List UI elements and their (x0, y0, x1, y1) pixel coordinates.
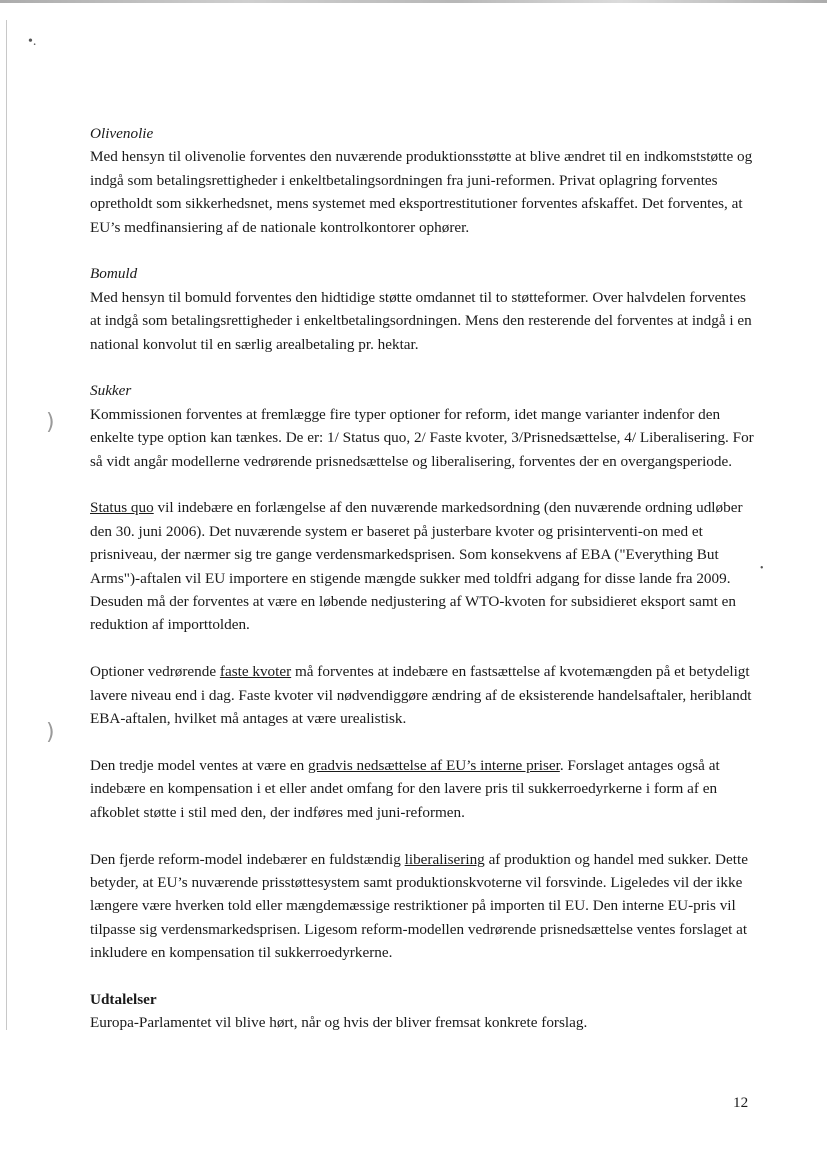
page-number: 12 (733, 1094, 749, 1111)
scan-mark-right-dot: • (760, 563, 764, 574)
paragraph-text: Optioner vedrørende (90, 663, 220, 681)
underlined-term: gradvis nedsættelse af EU’s interne priser (308, 756, 560, 774)
section-paragraph: Med hensyn til bomuld forventes den hidtidige støtte omdannet til to støtteformer. Over halvdelen forventes at indgå som betalingsrettigheder i enkeltbetalingsordningen. Mens den resterende del forventes at indgå i en national konvolut til en særlig arealbetaling pr. hektar. (90, 288, 752, 353)
section-heading: Bomuld (90, 265, 138, 283)
paragraph-text: må forventes at indebære en fastsættelse af kvotemængden på et betydeligt lavere niveau end i dag. Faste kvoter vil nødvendiggøre ændring af de eksisterende handelsaftaler, heriblandt EBA-aftalen, hvilket må antages at være urealistisk. (90, 663, 752, 728)
underlined-term: liberalisering (404, 850, 485, 868)
section-olivenolie (90, 122, 755, 239)
paragraph-liberalisering (90, 848, 755, 965)
document-body (90, 122, 755, 1058)
paragraph-faste-kvoter (90, 660, 755, 730)
paragraph-text: af produktion og handel med sukker. Dette betyder, at EU’s nuværende prisstøttesystem samt produktionskvoterne vil forsvinde. Ligeledes vil der ikke længere være hverken told eller mængdemæssige restriktioner på importen til EU. Den interne EU-pris vil tilpasse sig verdensmarkedsprisen. Ligesom reform-modellen vedrørende prisnedsættelse ventes forslaget at inkludere en kompensation til sukkerroedyrkerne. (90, 850, 748, 962)
paragraph-text: Den fjerde reform-model indebærer en fuldstændig (90, 850, 405, 868)
scan-mark-left-lower: ) (46, 720, 55, 745)
section-heading: Sukker (90, 382, 132, 400)
section-paragraph: Med hensyn til olivenolie forventes den nuværende produktionsstøtte at blive ændret til en indkomststøtte og indgå som betalingsrettigheder i enkeltbetalingsordningen fra juni-reformen. Privat oplagring forventes opretholdt som sikkerhedsnet, mens systemet med eksportrestitutioner forventes afskaffet. Det forventes, at EU’s medfinansiering af de nationale kontrolkontorer ophører. (90, 148, 753, 236)
section-heading: Udtalelser (90, 990, 157, 1008)
section-udtalelser (90, 988, 755, 1035)
section-paragraph: Europa-Parlamentet vil blive hørt, når og hvis der bliver fremsat konkrete forslag. (90, 1014, 588, 1032)
section-paragraph: Kommissionen forventes at fremlægge fire typer optioner for reform, idet mange varianter indenfor den enkelte type option kan tænkes. De er: 1/ Status quo, 2/ Faste kvoter, 3/Prisnedsættelse, 4/ Liberalisering. For så vidt angår modellerne vedrørende prisnedsættelse og liberalisering, forventes der en overgangsperiode. (90, 405, 754, 470)
scan-top-edge (0, 0, 827, 3)
paragraph-text: . Forslaget antages også at indebære en kompensation i et eller andet omfang for den lavere pris til sukkerroedyrkerne i form af en afkoblet støtte i stil med den, der indføres med juni-reformen. (90, 756, 720, 821)
scan-mark-left-middle: ) (46, 410, 55, 435)
paragraph-text: Den tredje model ventes at være en (90, 756, 309, 774)
paragraph-prisnedsaettelse (90, 754, 755, 824)
paragraph-status-quo (90, 496, 755, 636)
section-bomuld (90, 262, 755, 356)
scan-left-edge (6, 20, 7, 1030)
paragraph-text: vil indebære en forlængelse af den nuværende markedsordning (den nuværende ordning udløber den 30. juni 2006). Det nuværende system er baseret på justerbare kvoter og prisinterventi-on med et prisniveau, der nærmer sig tre gange verdensmarkedsprisen. Som konsekvens af EBA ("Everything But Arms")-aftalen vil EU importere en stigende mængde sukker med toldfri adgang for disse lande fra 2009. Desuden må der forventes at være en løbende nedjustering af WTO-kvoten for subsidieret eksport samt en reduktion af importtolden. (90, 499, 743, 634)
scan-mark-top-left: •. (28, 34, 37, 49)
section-heading: Olivenolie (90, 125, 154, 142)
section-sukker (90, 379, 755, 964)
underlined-term: Status quo (90, 499, 154, 517)
underlined-term: faste kvoter (219, 663, 292, 681)
